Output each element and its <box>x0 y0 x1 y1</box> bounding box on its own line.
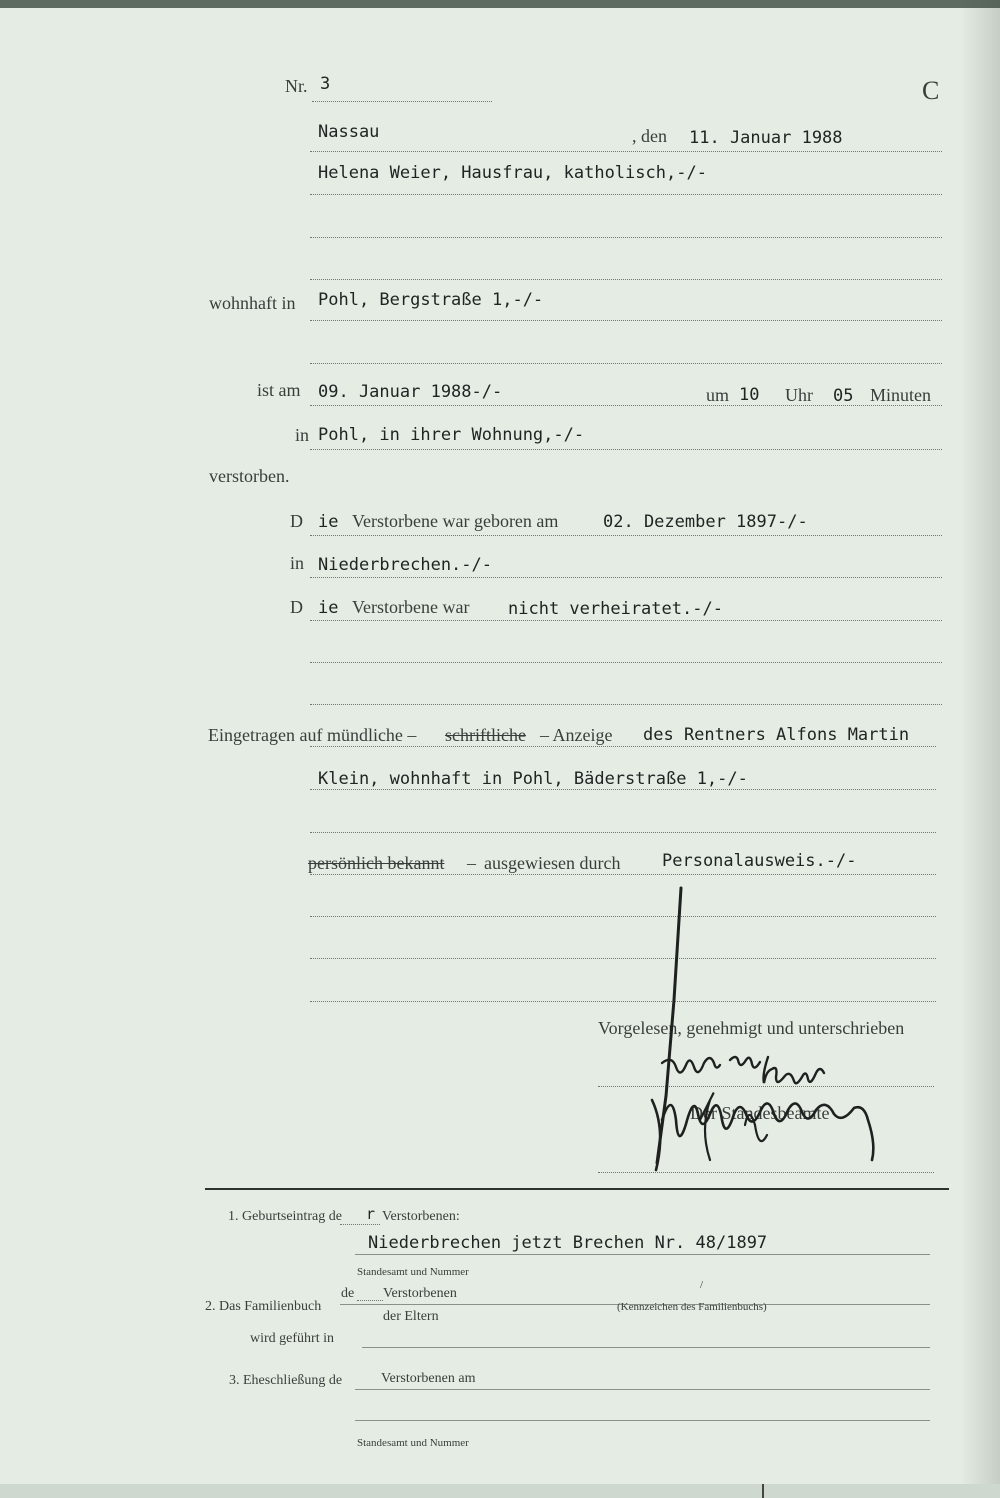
death-place: Pohl, in ihrer Wohnung,-/- <box>318 425 585 445</box>
read-approved-text: Vorgelesen, genehmigt und unterschrieben <box>598 1018 905 1038</box>
death-hour: 10 <box>739 385 760 405</box>
identification-struck-option: persönlich bekannt <box>308 853 445 873</box>
uhr-label: Uhr <box>785 385 813 405</box>
entry-number: 3 <box>320 74 331 94</box>
birth-d-suffix: ie <box>318 512 339 532</box>
page-bottom-edge <box>0 1484 1000 1498</box>
office-caption-2: Standesamt und Nummer <box>357 1437 469 1449</box>
birth-entry-label: 1. Geburtseintrag de <box>228 1209 342 1224</box>
marriage-label: 3. Eheschließung de <box>229 1373 343 1388</box>
registry-place: Nassau <box>318 122 380 142</box>
family-book-separator: / <box>700 1279 704 1291</box>
identification-label: ausgewiesen durch <box>484 853 621 873</box>
marriage-text: Verstorbenen am <box>381 1371 476 1386</box>
identification-document: Personalausweis.-/- <box>662 851 857 871</box>
birth-text: Verstorbene war geboren am <box>352 511 559 531</box>
informant-line-1: des Rentners Alfons Martin <box>643 725 910 745</box>
birth-place: Niederbrechen.-/- <box>318 555 492 575</box>
death-date-label: ist am <box>257 380 301 400</box>
family-book-caption: (Kennzeichen des Familienbuchs) <box>617 1301 767 1313</box>
residence-label: wohnhaft in <box>209 293 296 313</box>
den-label: , den <box>632 126 667 146</box>
death-minute: 05 <box>833 386 854 406</box>
verstorben-label: verstorben. <box>209 466 290 486</box>
birth-d-prefix: D <box>290 511 303 531</box>
marital-d-suffix: ie <box>318 598 339 618</box>
marital-status: nicht verheiratet.-/- <box>508 599 723 619</box>
residence-value: Pohl, Bergstraße 1,-/- <box>318 290 544 310</box>
birth-date: 02. Dezember 1897-/- <box>603 512 808 532</box>
marital-text: Verstorbene war <box>352 597 470 617</box>
death-date: 09. Januar 1988-/- <box>318 382 503 402</box>
marital-d-prefix: D <box>290 597 303 617</box>
birth-entry-label-b: Verstorbenen: <box>382 1209 460 1224</box>
birth-entry-fill: r <box>366 1205 376 1223</box>
corner-letter: C <box>922 76 940 105</box>
death-place-label: in <box>295 425 310 445</box>
registration-prefix: Eingetragen auf mündliche – <box>208 725 417 745</box>
family-book-label: 2. Das Familienbuch <box>205 1299 322 1314</box>
registration-suffix: – Anzeige <box>540 725 613 745</box>
registration-struck-option: schriftliche <box>445 725 526 745</box>
informant-line-2: Klein, wohnhaft in Pohl, Bäderstraße 1,-/- <box>318 769 748 789</box>
um-label: um <box>706 385 730 405</box>
kept-in-label: wird geführt in <box>250 1331 334 1346</box>
section-divider <box>205 1188 949 1190</box>
deceased-name: Helena Weier, Hausfrau, katholisch,-/- <box>318 163 707 183</box>
registrar-label: Der Standesbeamte <box>690 1103 830 1123</box>
identification-dash: – <box>467 853 476 873</box>
birth-entry-value: Niederbrechen jetzt Brechen Nr. 48/1897 <box>368 1233 768 1253</box>
family-book-option-deceased: Verstorbenen <box>383 1286 457 1301</box>
family-book-de: de <box>341 1286 355 1301</box>
birth-place-label: in <box>290 553 305 573</box>
office-caption: Standesamt und Nummer <box>357 1266 469 1278</box>
registration-date: 11. Januar 1988 <box>689 128 843 148</box>
entry-number-label: Nr. <box>285 76 308 96</box>
minuten-label: Minuten <box>870 385 931 405</box>
family-book-option-parents: der Eltern <box>383 1309 439 1324</box>
